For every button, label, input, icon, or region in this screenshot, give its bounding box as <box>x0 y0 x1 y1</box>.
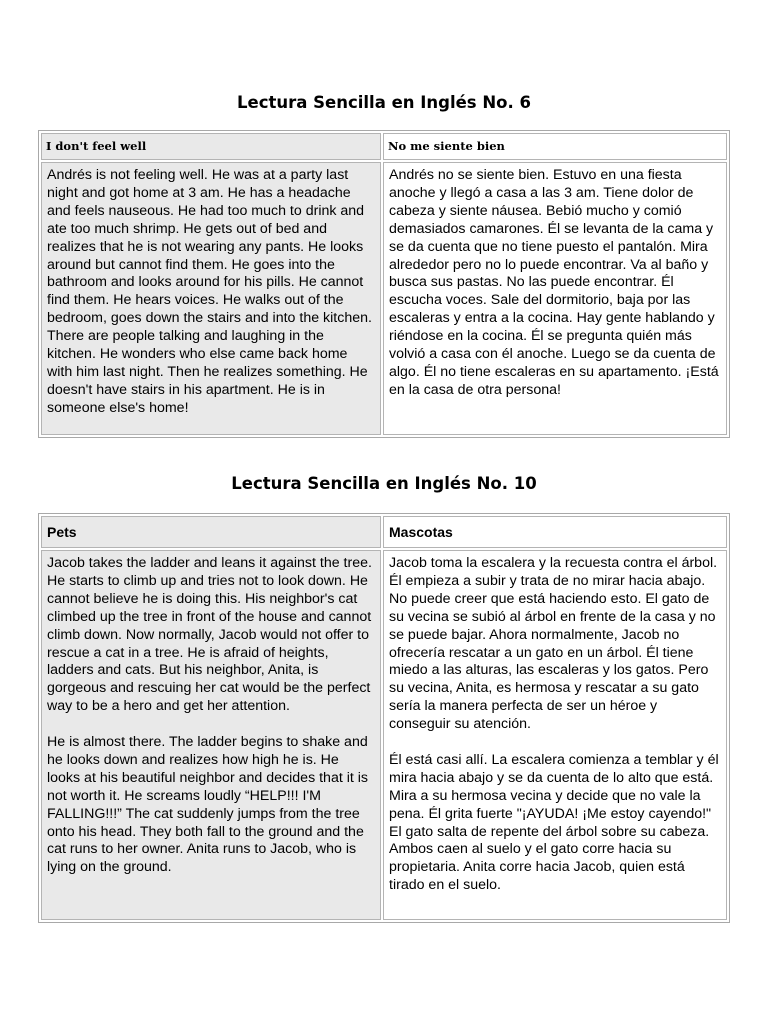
reading6-table <box>38 130 730 438</box>
reading10-spanish-text <box>383 550 727 920</box>
reading6-spanish-paragraph: Andrés no se siente bien. Estuvo en una fiesta anoche y llegó a casa a las 3 am. Tiene dolor de cabeza y siente náusea. Bebió mucho y comió demasiados camarones. Él se levanta de la cama y se da cuenta que no tiene puesto el pantalón. Mira alrededor pero no lo puede encontrar. Va al baño y busca sus pastas. No las puede encontrar. Él escucha voces. Sale del dormitorio, baja por las escaleras y entra a la cocina. Hay gente hablando y riéndose en la cocina. Él se pregunta quién más volvió a casa con él anoche. Luego se da cuenta de algo. Él no tiene escaleras en su apartamento. ¡Está en la casa de otra persona! <box>389 167 719 398</box>
reading10-english-text <box>41 550 381 920</box>
reading10-spanish-paragraph-2: Él está casi allí. La escalera comienza a temblar y él mira hacia abajo y se da cuenta de lo alto que está. Mira a su hermosa vecina y decide que no vale la pena. Él grita fuerte "¡AYUDA! ¡Me estoy cayendo!" El gato salta de repente del árbol sobre su cabeza. Ambos caen al suelo y el gato corre hacia su propietaria. Anita corre hacia Jacob, quien está tirado en el suelo. <box>389 751 719 894</box>
reading6-body-row <box>41 162 727 435</box>
reading6-header-english: I don't feel well <box>41 133 381 160</box>
reading10-header-row <box>41 516 727 548</box>
reading10-title: Lectura Sencilla en Inglés No. 10 <box>231 474 537 493</box>
reading10-spanish-paragraph-1: Jacob toma la escalera y la recuesta contra el árbol. Él empieza a subir y trata de no mirar hacia abajo. No puede creer que está haciendo esto. El gato de su vecina se subió al árbol en frente de la casa y no se puede bajar. Ahora normalmente, Jacob no ofrecería rescatar a un gato en un árbol. Él tiene miedo a las alturas, las escaleras y los gatos. Pero su vecina, Anita, es hermosa y rescatar a su gato sería la manera perfecta de ser un héroe y conseguir su atención. <box>389 555 718 733</box>
reading10-header-english: Pets <box>41 516 381 548</box>
reading10-english-paragraph-1: Jacob takes the ladder and leans it against the tree. He starts to climb up and tries not to look down. He cannot believe he is doing this. His neighbor's cat climbed up the tree in front of the house and cannot climb down. Now normally, Jacob would not offer to rescue a cat in a tree. He is afraid of heights, ladders and cats. But his neighbor, Anita, is gorgeous and rescuing her cat would be the perfect way to be a hero and get her attention. <box>47 555 372 715</box>
reading6-english-text <box>41 162 381 435</box>
reading6-header-spanish: No me siente bien <box>383 133 727 160</box>
reading6-title: Lectura Sencilla en Inglés No. 6 <box>236 93 531 112</box>
reading6-english-paragraph: Andrés is not feeling well. He was at a party last night and got home at 3 am. He has a headache and feels nauseous. He had too much to drink and ate too much shrimp. He gets out of bed and realizes that he is not wearing any pants. He looks around but cannot find them. He goes into the bathroom and looks around for his pills. He cannot find them. He hears voices. He walks out of the bedroom, goes down the stairs and into the kitchen. There are people talking and laughing in the kitchen. He wonders who else came back home with him last night. Then he realizes something. He doesn't have stairs in his apartment. He is in someone else's home! <box>47 167 372 416</box>
reading10-header-spanish: Mascotas <box>383 516 727 548</box>
reading6-header-row <box>41 133 727 160</box>
reading6-spanish-text <box>383 162 727 435</box>
reading10-english-paragraph-2: He is almost there. The ladder begins to shake and he looks down and realizes how high he is. He looks at his beautiful neighbor and decides that it is not worth it. He screams loudly “HELP!!! I'M FALLING!!!” The cat suddenly jumps from the tree onto his head. They both fall to the ground and the cat runs to her owner. Anita runs to Jacob, who is lying on the ground. <box>47 734 368 876</box>
reading10-body-row <box>41 550 727 920</box>
reading10-table <box>38 513 730 923</box>
